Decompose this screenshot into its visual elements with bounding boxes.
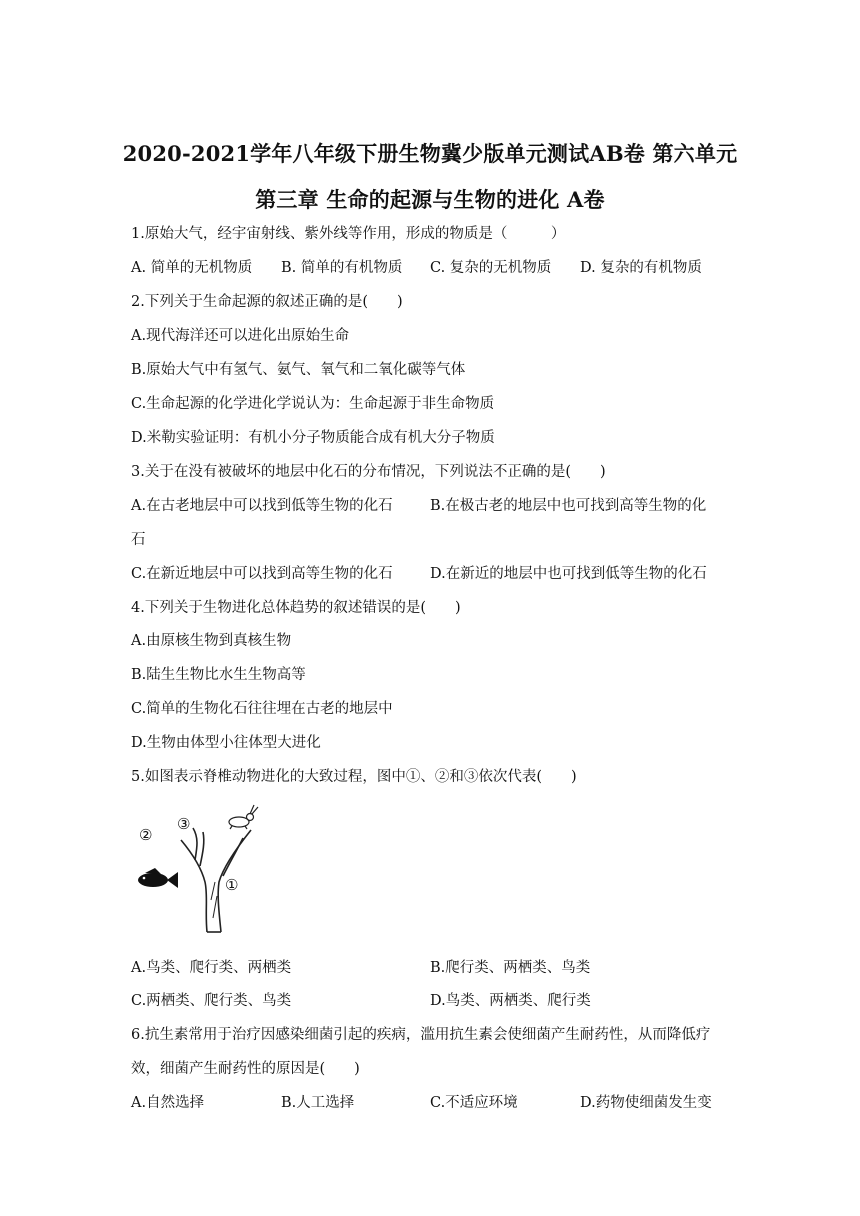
- question-5-stem: 5.如图表示脊椎动物进化的大致过程，图中①、②和③依次代表( ): [131, 769, 577, 785]
- question-3-option-b: B.在极古老的地层中也可找到高等生物的化: [430, 498, 707, 514]
- question-1-option-a: A. 简单的无机物质: [131, 260, 253, 276]
- question-4-option-d: D.生物由体型小往体型大进化: [131, 735, 321, 751]
- question-6-stem-line-2: 效，细菌产生耐药性的原因是( ): [131, 1061, 360, 1077]
- question-3-stem: 3.关于在没有被破坏的地层中化石的分布情况，下列说法不正确的是( ): [131, 464, 606, 480]
- question-3-option-b-wrap: 石: [131, 532, 146, 548]
- question-5-option-d: D.鸟类、两栖类、爬行类: [430, 993, 591, 1009]
- evolution-tree-icon: [181, 828, 251, 932]
- question-1-option-b: B. 简单的有机物质: [281, 260, 403, 276]
- question-3-option-d: D.在新近的地层中也可找到低等生物的化石: [430, 566, 707, 582]
- question-3-option-c: C.在新近地层中可以找到高等生物的化石: [131, 566, 393, 582]
- question-6-option-a: A.自然选择: [131, 1095, 205, 1111]
- question-2-option-d: D.米勒实验证明：有机小分子物质能合成有机大分子物质: [131, 430, 495, 446]
- figure-label-1: ①: [225, 876, 239, 894]
- question-4-stem: 4.下列关于生物进化总体趋势的叙述错误的是( ): [131, 600, 461, 616]
- question-5-option-c: C.两栖类、爬行类、鸟类: [131, 993, 292, 1009]
- question-4-option-c: C.简单的生物化石往往埋在古老的地层中: [131, 701, 393, 717]
- question-2-option-a: A.现代海洋还可以进化出原始生命: [131, 328, 350, 344]
- question-2-option-b: B.原始大气中有氢气、氨气、氧气和二氧化碳等气体: [131, 362, 466, 378]
- question-5-option-a: A.鸟类、爬行类、两栖类: [131, 960, 292, 976]
- question-3-option-a: A.在古老地层中可以找到低等生物的化石: [131, 498, 393, 514]
- document-title-line-2: 第三章 生命的起源与生物的进化 A卷: [255, 187, 605, 212]
- question-1-option-c: C. 复杂的无机物质: [430, 260, 552, 276]
- question-4-option-b: B.陆生生物比水生生物高等: [131, 667, 306, 683]
- rabbit-icon: [229, 805, 258, 829]
- question-6-stem-line-1: 6.抗生素常用于治疗因感染细菌引起的疾病，滥用抗生素会使细菌产生耐药性，从而降低疗: [131, 1027, 711, 1043]
- question-2-stem: 2.下列关于生命起源的叙述正确的是( ): [131, 294, 403, 310]
- question-2-option-c: C.生命起源的化学进化学说认为：生命起源于非生命物质: [131, 396, 495, 412]
- figure-label-2: ②: [139, 826, 153, 844]
- question-6-option-d: D.药物使细菌发生变: [580, 1095, 712, 1111]
- question-6-option-c: C.不适应环境: [430, 1095, 518, 1111]
- question-5-option-b: B.爬行类、两栖类、鸟类: [430, 960, 591, 976]
- question-6-option-b: B.人工选择: [281, 1095, 355, 1111]
- figure-label-3: ③: [177, 815, 191, 833]
- vertebrate-evolution-tree-figure: [133, 800, 268, 940]
- fish-icon: [138, 868, 178, 888]
- question-1-stem: 1.原始大气，经宇宙射线、紫外线等作用，形成的物质是（ ）: [131, 226, 566, 242]
- question-4-option-a: A.由原核生物到真核生物: [131, 633, 292, 649]
- document-title-line-1: 2020-2021学年八年级下册生物冀少版单元测试AB卷 第六单元: [122, 141, 738, 166]
- question-1-option-d: D. 复杂的有机物质: [580, 260, 702, 276]
